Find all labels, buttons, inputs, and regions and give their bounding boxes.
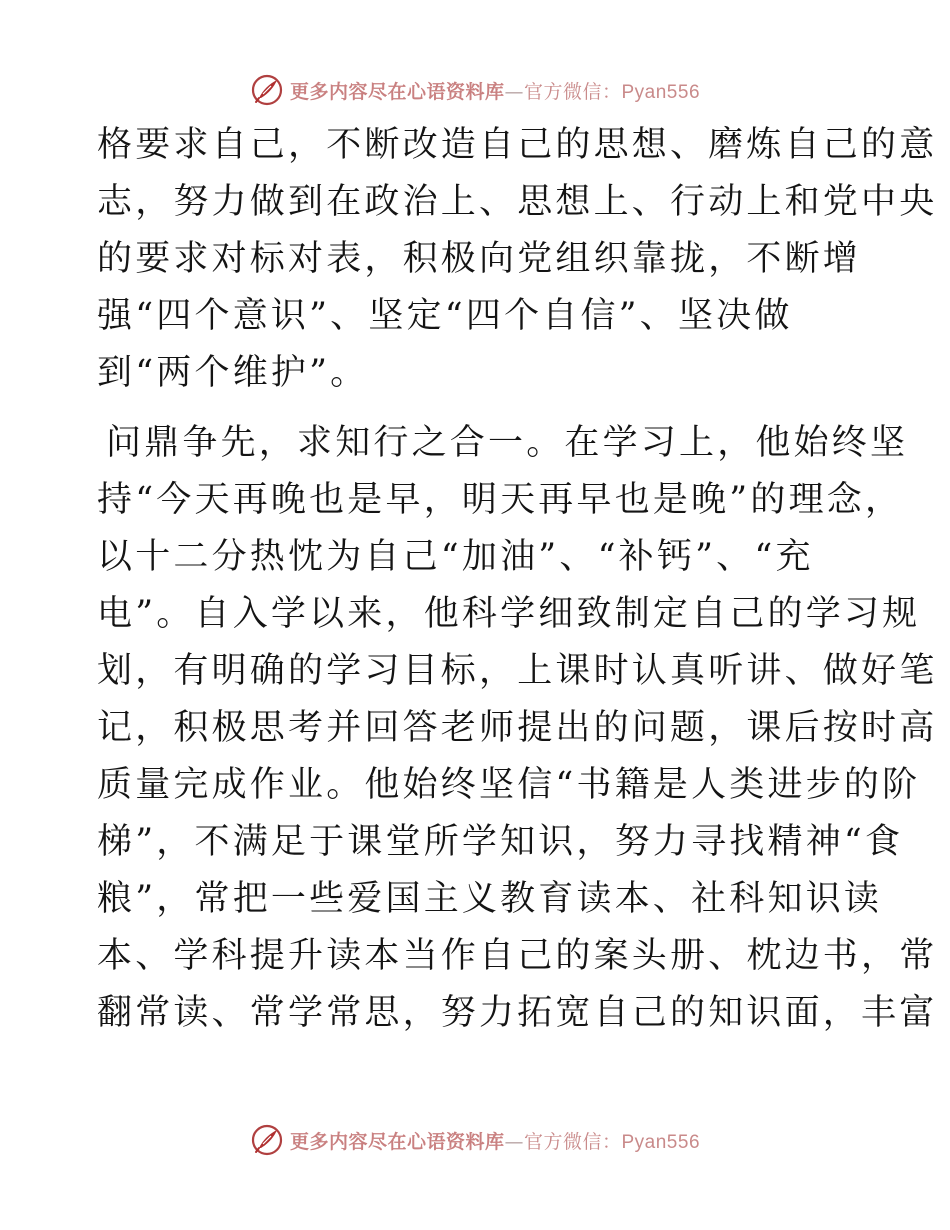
watermark-separator: — [504,80,524,103]
text-line: 的要求对标对表，积极向党组织靠拢，不断增 [97,239,862,279]
watermark-wechat-label: 官方微信： [523,80,622,103]
watermark-wechat-id: Pyan556 [621,81,701,103]
text-line: 翻常读、常学常思，努力拓宽自己的知识面，丰富 [97,993,938,1033]
watermark-wechat-id: Pyan556 [621,1131,701,1153]
text-line: 电”。自入学以来，他科学细致制定自己的学习规 [97,594,921,634]
watermark-text [290,77,700,104]
text-line: 志，努力做到在政治上、思想上、行动上和党中央 [97,182,938,222]
text-line: 梯”，不满足于课堂所学知识，努力寻找精神“食 [97,822,904,862]
text-line: 以十二分热忱为自己“加油”、“补钙”、“充 [97,537,814,577]
text-line: 记，积极思考并回答老师提出的问题，课后按时高 [97,708,938,748]
text-line: 本、学科提升读本当作自己的案头册、枕边书，常 [97,936,938,976]
text-line: 格要求自己，不断改造自己的思想、磨炼自己的意 [97,125,938,165]
feather-pen-logo-icon [250,1123,284,1157]
text-line: 划，有明确的学习目标，上课时认真听讲、做好笔 [97,651,938,691]
document-body [97,117,938,1042]
feather-pen-logo-icon [250,73,284,107]
watermark-content [250,1123,700,1157]
watermark-text [290,1127,700,1154]
text-line: 粮”，常把一些爱国主义教育读本、社科知识读 [97,879,883,919]
watermark-brand: 更多内容尽在心语资料库 [289,80,505,103]
header-watermark [0,70,950,110]
watermark-wechat-label: 官方微信： [523,1130,622,1153]
text-line: 到“两个维护”。 [97,353,369,393]
text-line: 强“四个意识”、坚定“四个自信”、坚决做 [97,296,793,336]
footer-watermark [0,1120,950,1160]
watermark-separator: — [504,1130,524,1153]
watermark-brand: 更多内容尽在心语资料库 [289,1130,505,1153]
watermark-content [250,73,700,107]
text-line: 持“今天再晚也是早，明天再早也是晚”的理念， [97,480,904,520]
text-line: 质量完成作业。他始终坚信“书籍是人类进步的阶 [97,765,921,805]
text-line: 问鼎争先，求知行之合一。在学习上，他始终坚 [106,423,909,463]
